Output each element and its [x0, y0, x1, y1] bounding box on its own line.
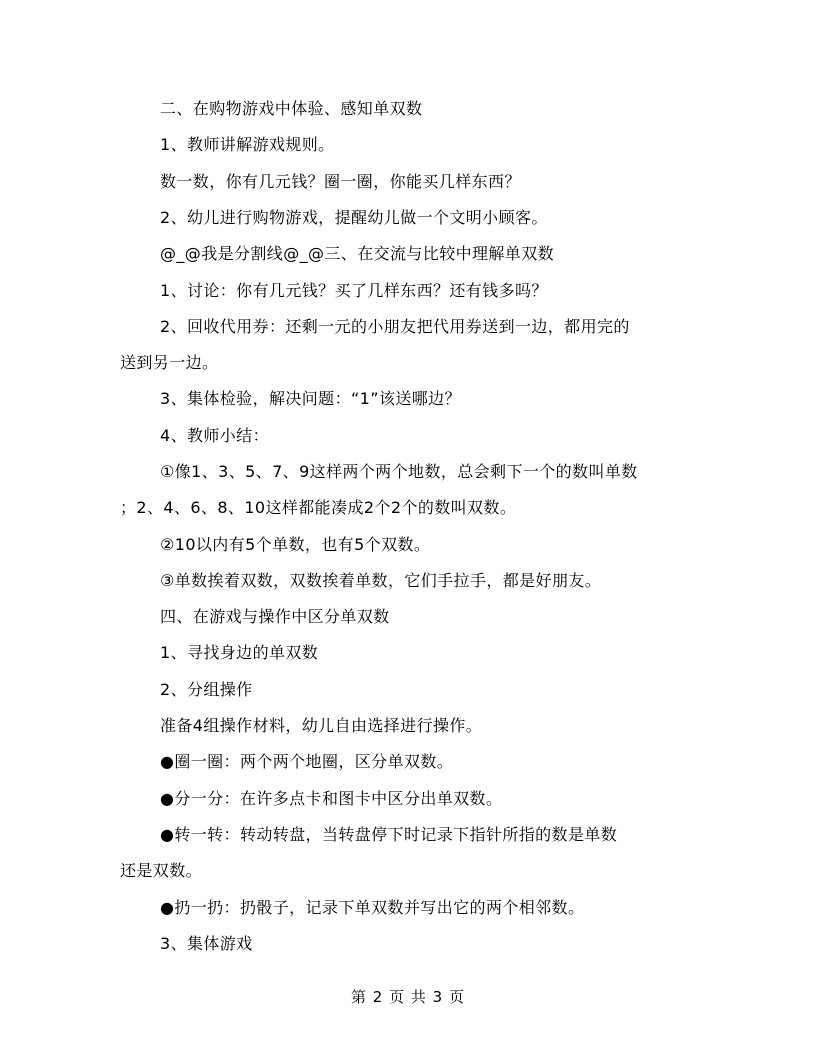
page-footer: 第 2 页 共 3 页: [351, 988, 465, 1006]
paragraph-line: 2、回收代用券：还剩一元的小朋友把代用券送到一边，都用完的: [160, 317, 630, 336]
paragraph-line: 数一数，你有几元钱？圈一圈，你能买几样东西？: [160, 172, 521, 191]
bullet-item: ●转一转：转动转盘，当转盘停下时记录下指针所指的数是单数: [160, 825, 618, 844]
paragraph-line: 4、教师小结：: [160, 426, 269, 445]
section-heading-4: 四、在游戏与操作中区分单双数: [160, 607, 390, 626]
bullet-item: ●圈一圈：两个两个地圈，区分单双数。: [160, 752, 454, 771]
paragraph-line: ③单数挨着双数，双数挨着单数，它们手拉手，都是好朋友。: [160, 571, 602, 590]
paragraph-line: 1、寻找身边的单双数: [160, 643, 319, 662]
paragraph-line: 送到另一边。: [120, 353, 219, 372]
bullet-item-continued: 还是双数。: [120, 861, 203, 880]
paragraph-line: ；2、4、6、8、10这样都能凑成2个2个的数叫双数。: [120, 498, 517, 517]
section-heading-3: @_@我是分割线@_@三、在交流与比较中理解单双数: [160, 244, 555, 263]
paragraph-line: 1、讨论：你有几元钱？买了几样东西？还有钱多吗？: [160, 281, 548, 300]
paragraph-line: ①像1、3、5、7、9这样两个两个地数，总会剩下一个的数叫单数: [160, 462, 638, 481]
paragraph-line: 准备4组操作材料，幼儿自由选择进行操作。: [160, 716, 483, 735]
paragraph-line: 3、集体游戏: [160, 934, 253, 953]
paragraph-line: 2、幼儿进行购物游戏，提醒幼儿做一个文明小顾客。: [160, 208, 548, 227]
bullet-item: ●扔一扔：扔骰子，记录下单双数并写出它的两个相邻数。: [160, 898, 585, 917]
paragraph-line: ②10以内有5个单数，也有5个双数。: [160, 535, 431, 554]
paragraph-line: 1、教师讲解游戏规则。: [160, 135, 335, 154]
paragraph-line: 3、集体检验，解决问题：“1”该送哪边？: [160, 389, 461, 408]
bullet-item: ●分一分：在许多点卡和图卡中区分出单双数。: [160, 789, 503, 808]
section-heading-2: 二、在购物游戏中体验、感知单双数: [160, 99, 423, 118]
paragraph-line: 2、分组操作: [160, 680, 253, 699]
